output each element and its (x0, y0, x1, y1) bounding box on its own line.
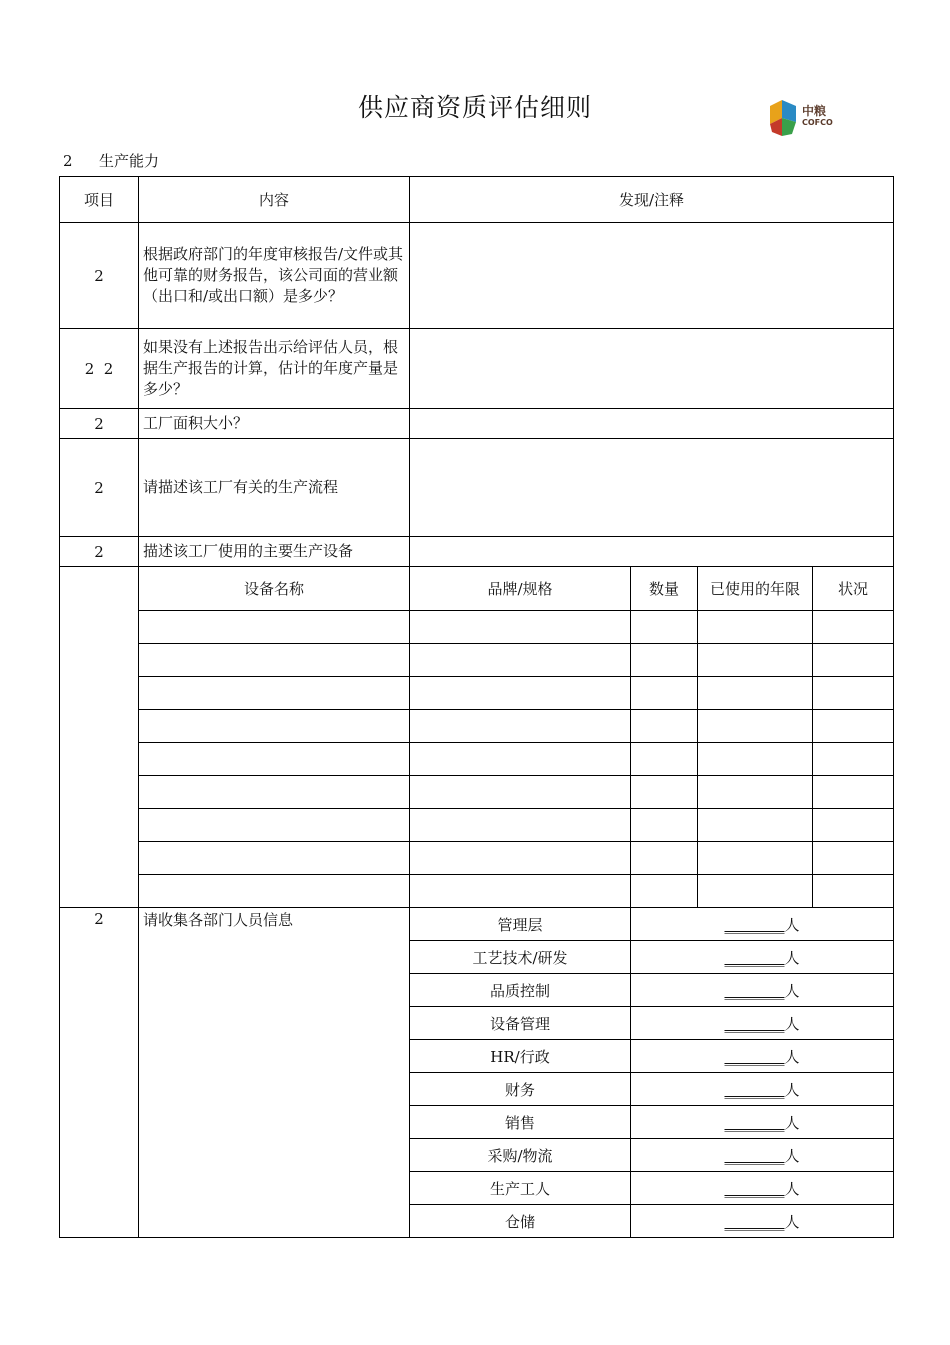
page-title: 供应商资质评估细则 (357, 93, 592, 122)
assessment-table (59, 176, 894, 1238)
department-label: 管理层 (410, 908, 631, 941)
logo-name: 中粮 (802, 104, 827, 118)
section-label: 生产能力 (99, 152, 160, 170)
row-content: 请描述该工厂有关的生产流程 (139, 439, 410, 537)
table-row (60, 537, 894, 567)
equipment-header-brand: 品牌/规格 (410, 567, 631, 611)
equipment-brand-cell[interactable] (410, 809, 631, 842)
equipment-condition-cell[interactable] (813, 710, 894, 743)
table-row (60, 439, 894, 537)
equipment-condition-cell[interactable] (813, 644, 894, 677)
equipment-header-name: 设备名称 (139, 567, 410, 611)
row-content: 根据政府部门的年度审核报告/文件或其他可靠的财务报告，该公司面的营业额（出口和/或出口额）是多少？ (139, 223, 410, 329)
department-count[interactable]: ________人 (631, 941, 894, 974)
equipment-header-row (60, 567, 894, 611)
findings-cell[interactable] (410, 439, 894, 537)
findings-cell[interactable] (410, 537, 894, 567)
equipment-name-cell[interactable] (139, 644, 410, 677)
personnel-row (60, 908, 894, 941)
department-count[interactable]: ________人 (631, 1139, 894, 1172)
findings-cell[interactable] (410, 409, 894, 439)
equipment-row (60, 776, 894, 809)
equipment-quantity-cell[interactable] (631, 809, 698, 842)
equipment-years-cell[interactable] (698, 776, 813, 809)
equipment-brand-cell[interactable] (410, 611, 631, 644)
equipment-row (60, 644, 894, 677)
department-count[interactable]: ________人 (631, 1040, 894, 1073)
equipment-years-cell[interactable] (698, 809, 813, 842)
equipment-years-cell[interactable] (698, 875, 813, 908)
row-content: 如果没有上述报告出示给评估人员，根据生产报告的计算，估计的年度产量是多少？ (139, 329, 410, 409)
equipment-condition-cell[interactable] (813, 875, 894, 908)
equipment-years-cell[interactable] (698, 677, 813, 710)
equipment-years-cell[interactable] (698, 743, 813, 776)
equipment-brand-cell[interactable] (410, 875, 631, 908)
header-content: 内容 (139, 177, 410, 223)
equipment-row (60, 677, 894, 710)
equipment-brand-cell[interactable] (410, 842, 631, 875)
department-count[interactable]: ________人 (631, 1106, 894, 1139)
header-findings: 发现/注释 (410, 177, 894, 223)
personnel-content: 请收集各部门人员信息 (139, 908, 410, 1238)
department-label: 设备管理 (410, 1007, 631, 1040)
equipment-name-cell[interactable] (139, 611, 410, 644)
section-number: 2 (63, 152, 73, 170)
equipment-quantity-cell[interactable] (631, 842, 698, 875)
equipment-row (60, 743, 894, 776)
equipment-name-cell[interactable] (139, 809, 410, 842)
equipment-row (60, 875, 894, 908)
department-label: 生产工人 (410, 1172, 631, 1205)
equipment-quantity-cell[interactable] (631, 611, 698, 644)
equipment-name-cell[interactable] (139, 743, 410, 776)
equipment-condition-cell[interactable] (813, 743, 894, 776)
department-count[interactable]: ________人 (631, 974, 894, 1007)
cofco-logo (766, 96, 844, 140)
equipment-name-cell[interactable] (139, 776, 410, 809)
equipment-brand-cell[interactable] (410, 743, 631, 776)
equipment-header-years: 已使用的年限 (698, 567, 813, 611)
department-count[interactable]: ________人 (631, 1205, 894, 1238)
cofco-logo-icon (766, 96, 800, 140)
equipment-condition-cell[interactable] (813, 677, 894, 710)
equipment-years-cell[interactable] (698, 611, 813, 644)
row-item: 2 (60, 439, 139, 537)
department-label: 仓储 (410, 1205, 631, 1238)
department-label: HR/行政 (410, 1040, 631, 1073)
equipment-name-cell[interactable] (139, 842, 410, 875)
equipment-row (60, 710, 894, 743)
department-label: 采购/物流 (410, 1139, 631, 1172)
equipment-quantity-cell[interactable] (631, 776, 698, 809)
equipment-name-cell[interactable] (139, 875, 410, 908)
equipment-quantity-cell[interactable] (631, 743, 698, 776)
equipment-name-cell[interactable] (139, 677, 410, 710)
equipment-brand-cell[interactable] (410, 677, 631, 710)
equipment-condition-cell[interactable] (813, 809, 894, 842)
section-heading (63, 150, 159, 171)
row-content: 工厂面积大小？ (139, 409, 410, 439)
logo-brand: COFCO (802, 118, 833, 127)
equipment-header-quantity: 数量 (631, 567, 698, 611)
table-row (60, 223, 894, 329)
equipment-brand-cell[interactable] (410, 776, 631, 809)
equipment-brand-cell[interactable] (410, 644, 631, 677)
row-item: 2 (60, 409, 139, 439)
department-label: 品质控制 (410, 974, 631, 1007)
table-header-row (60, 177, 894, 223)
equipment-years-cell[interactable] (698, 644, 813, 677)
row-content: 描述该工厂使用的主要生产设备 (139, 537, 410, 567)
equipment-row (60, 842, 894, 875)
equipment-item-spacer (60, 567, 139, 908)
equipment-header-condition: 状况 (813, 567, 894, 611)
equipment-quantity-cell[interactable] (631, 644, 698, 677)
findings-cell[interactable] (410, 329, 894, 409)
equipment-row (60, 809, 894, 842)
department-count[interactable]: ________人 (631, 908, 894, 941)
equipment-condition-cell[interactable] (813, 842, 894, 875)
personnel-item: 2 (60, 908, 139, 1238)
equipment-years-cell[interactable] (698, 710, 813, 743)
department-count[interactable]: ________人 (631, 1073, 894, 1106)
row-item: 2 (60, 223, 139, 329)
equipment-quantity-cell[interactable] (631, 875, 698, 908)
findings-cell[interactable] (410, 223, 894, 329)
row-item: 2 2 (60, 329, 139, 409)
equipment-condition-cell[interactable] (813, 776, 894, 809)
header-item: 项目 (60, 177, 139, 223)
department-label: 销售 (410, 1106, 631, 1139)
equipment-condition-cell[interactable] (813, 611, 894, 644)
equipment-quantity-cell[interactable] (631, 710, 698, 743)
department-label: 财务 (410, 1073, 631, 1106)
equipment-quantity-cell[interactable] (631, 677, 698, 710)
equipment-brand-cell[interactable] (410, 710, 631, 743)
table-row (60, 329, 894, 409)
department-label: 工艺技术/研发 (410, 941, 631, 974)
equipment-row (60, 611, 894, 644)
equipment-years-cell[interactable] (698, 842, 813, 875)
department-count[interactable]: ________人 (631, 1172, 894, 1205)
department-count[interactable]: ________人 (631, 1007, 894, 1040)
row-item: 2 (60, 537, 139, 567)
equipment-name-cell[interactable] (139, 710, 410, 743)
table-row (60, 409, 894, 439)
